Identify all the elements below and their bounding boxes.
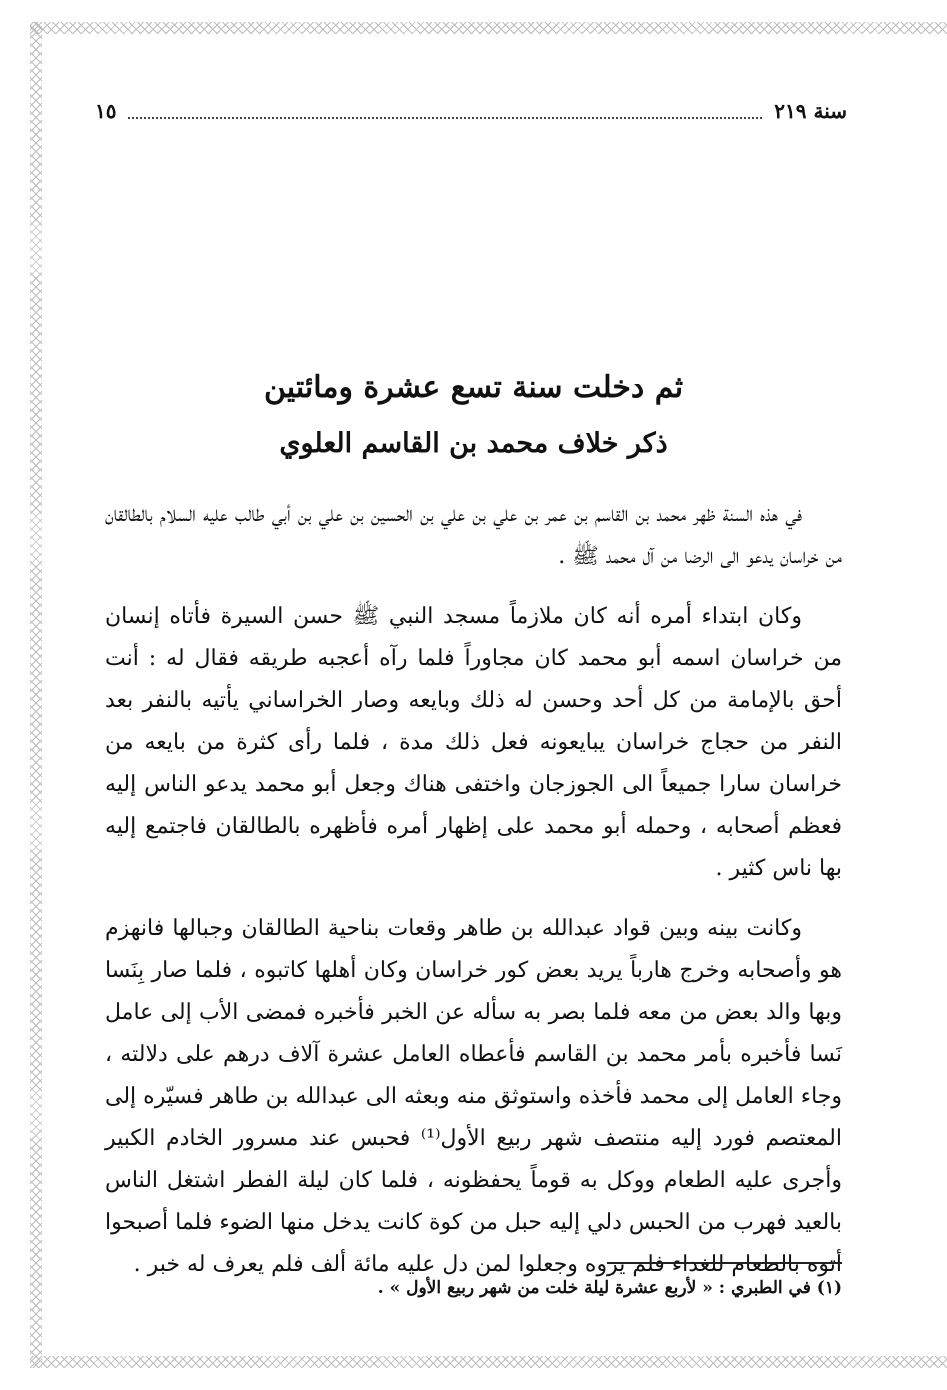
decorative-border-bottom xyxy=(30,1356,947,1368)
page-number: ١٥ xyxy=(95,99,117,123)
paragraph-2: وكان ابتداء أمره أنه كان ملازماً مسجد النبي ﷺ حسن السيرة فأتاه إنسان من خراسان اسمه أبو محمد كان مجاوراً فلما رآه أعجبه طريقه فقال له : أنت أحق بالإمامة من كل أحد وحسن له ذلك وبايعه وصار الخراساني يأتيه بالنفر بعد النفر من حجاج خراسان يبايعونه فعل ذلك مدة ، فلما رأى كثرة من بايعه من خراسان سارا جميعاً الى الجوزجان واختفى هناك وجعل أبو محمد يدعو الناس إليه فعظم أصحابه ، وحمله أبو محمد على إظهار أمره فأظهره بالطالقان فاجتمع إليه بها ناس كثير . xyxy=(105,604,842,881)
paragraph-3: وكانت بينه وبين قواد عبدالله بن طاهر وقعات بناحية الطالقان وجبالها فانهزم هو وأصحابه وخرج هارباً يريد بعض كور خراسان وكان أهلها كاتبوه ، فلما صار بِنَسا وبها والد بعض من معه فلما بصر به سأله عن الخبر فأخبره فمضى الأب إلى عامل نَسا فأخبره بأمر محمد بن القاسم فأعطاه العامل عشرة آلاف درهم على دلالته ، وجاء العامل إلى محمد فأخذه واستوثق منه وبعثه الى عبدالله بن طاهر فسيّره إلى المعتصم فورد إليه منتصف شهر ربيع الأول⁽¹⁾ فحبس عند مسرور الخادم الكبير وأجرى عليه الطعام ووكل به قوماً يحفظونه ، فلما كان ليلة الفطر اشتغل الناس بالعيد فهرب من الحبس دلي إليه حبل من كوة كانت يدخل منها الضوء فلما أصبحوا أتوه بالطعام للغداء فلم يروه وجعلوا لمن دل عليه مائة ألف فلم يعرف له خبر . xyxy=(105,916,842,1277)
decorative-border-top xyxy=(30,22,947,34)
decorative-border-left xyxy=(30,22,42,1368)
main-text xyxy=(105,360,842,1304)
chapter-title: ثم دخلت سنة تسع عشرة ومائتين xyxy=(263,370,684,405)
dotted-leader xyxy=(128,103,762,119)
paragraph-1: في هذه السنة ظهر محمد بن القاسم بن عمر بن علي بن علي بن الحسين بن علي بن أبي طالب عليه السلام بالطالقان من خراسان يدعو الى الرضا من آل محمد ﷺ . xyxy=(105,502,842,569)
page-header xyxy=(95,96,847,126)
running-title: سنة ٢١٩ xyxy=(774,99,847,123)
footnote: (١) في الطبري : « لأربع عشرة ليلة خلت من شهر ربيع الأول » . xyxy=(377,1278,842,1298)
section-subtitle: ذكر خلاف محمد بن القاسم العلوي xyxy=(279,428,668,459)
footnote-rule xyxy=(607,1262,842,1264)
